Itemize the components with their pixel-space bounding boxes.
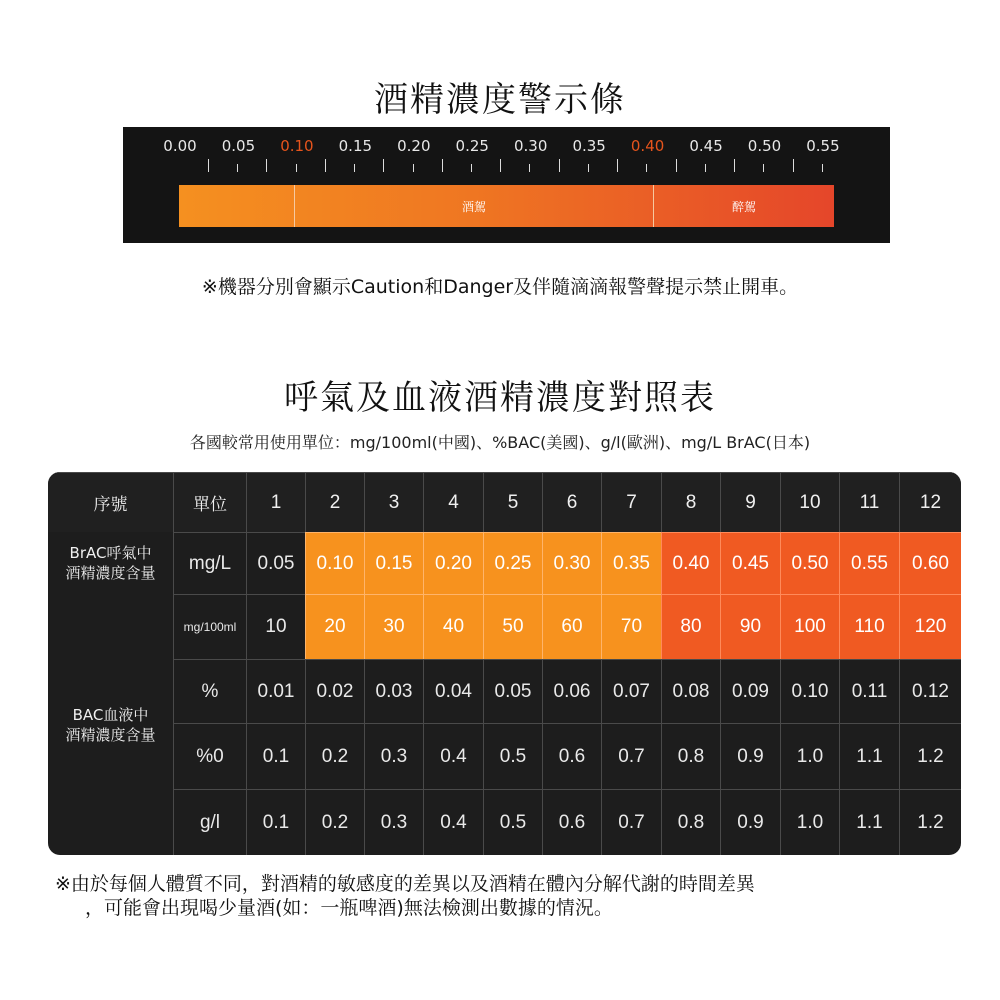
scale-label: 0.45 [689, 137, 723, 155]
table-cell: 0.10 [305, 532, 364, 594]
table-cell: 0.35 [601, 532, 661, 594]
row-unit: %0 [173, 723, 246, 789]
table-cell: 0.01 [246, 659, 305, 723]
table-cell: 0.4 [423, 723, 483, 789]
table-cell: 0.55 [839, 532, 899, 594]
table-cell: 0.25 [483, 532, 542, 594]
table-cell: 0.45 [720, 532, 780, 594]
table-cell: 0.08 [661, 659, 720, 723]
table-cell: 110 [839, 594, 899, 659]
header-index: 序號 [48, 472, 173, 532]
table-cell: 80 [661, 594, 720, 659]
table-cell: 60 [542, 594, 601, 659]
scale-tick [763, 164, 764, 172]
row-unit: % [173, 659, 246, 723]
scale-tick [822, 164, 823, 172]
header-number: 1 [246, 472, 305, 532]
scale-tick [471, 164, 472, 172]
scale-label: 0.15 [338, 137, 373, 155]
table-cell: 20 [305, 594, 364, 659]
scale-tick [354, 164, 355, 172]
row-unit: g/l [173, 789, 246, 855]
table-cell: 120 [899, 594, 961, 659]
brac-group-line2: 酒精濃度含量 [65, 564, 156, 582]
table-cell: 0.03 [364, 659, 423, 723]
warning-title: 酒精濃度警示條 [374, 80, 626, 120]
table-cell: 1.0 [780, 723, 839, 789]
header-unit: 單位 [173, 472, 246, 532]
table-cell: 0.9 [720, 723, 780, 789]
table-cell: 0.06 [542, 659, 601, 723]
table-cell: 0.10 [780, 659, 839, 723]
scale-tick [705, 164, 706, 172]
table-cell: 1.0 [780, 789, 839, 855]
row-unit: mg/100ml [173, 594, 246, 659]
table-cell: 0.2 [305, 723, 364, 789]
table-cell: 0.12 [899, 659, 961, 723]
table-cell: 0.7 [601, 789, 661, 855]
table-cell: 1.1 [839, 723, 899, 789]
header-number: 2 [305, 472, 364, 532]
bac-group-label [48, 594, 173, 855]
scale-tick [617, 159, 618, 172]
scale-tick [646, 164, 647, 172]
brac-group-label [48, 532, 173, 594]
table-cell: 0.15 [364, 532, 423, 594]
scale-tick [529, 164, 530, 172]
table-cell: 0.60 [899, 532, 961, 594]
zone-label-danger: 醉駕 [731, 200, 757, 214]
header-number: 6 [542, 472, 601, 532]
table-cell: 0.02 [305, 659, 364, 723]
scale-label: 0.25 [455, 137, 489, 155]
header-number: 5 [483, 472, 542, 532]
scale-tick [383, 159, 384, 172]
table-cell: 0.5 [483, 723, 542, 789]
table-cell: 0.4 [423, 789, 483, 855]
scale-label: 0.35 [572, 137, 606, 155]
scale-tick [413, 164, 414, 172]
scale-tick [237, 164, 238, 172]
conversion-table [48, 472, 961, 855]
header-number: 8 [661, 472, 720, 532]
table-cell: 50 [483, 594, 542, 659]
warning-note: ※機器分別會顯示Caution和Danger及伴隨滴滴報警聲提示禁止開車。 [201, 276, 799, 298]
scale-tick [325, 159, 326, 172]
scale-tick [208, 159, 209, 172]
table-cell: 70 [601, 594, 661, 659]
table-cell: 0.6 [542, 789, 601, 855]
scale-label: 0.50 [747, 137, 782, 155]
scale-label: 0.20 [397, 137, 431, 155]
scale-tick [793, 159, 794, 172]
scale-label: 0.40 [630, 137, 665, 155]
scale-tick [559, 159, 560, 172]
table-cell: 1.1 [839, 789, 899, 855]
table-cell: 1.2 [899, 789, 961, 855]
table-footnote [55, 872, 975, 920]
table-cell: 0.3 [364, 723, 423, 789]
table-subtitle: 各國較常用使用單位：mg/100ml(中國)、%BAC(美國)、g/l(歐洲)、mg/L BrAC(日本) [189, 433, 811, 452]
scale-tick [442, 159, 443, 172]
table-cell: 10 [246, 594, 305, 659]
table-cell: 0.7 [601, 723, 661, 789]
table-cell: 0.2 [305, 789, 364, 855]
scale-tick [676, 159, 677, 172]
zone-divider-danger [653, 185, 654, 227]
bac-group-line2: 酒精濃度含量 [65, 725, 156, 744]
table-cell: 0.40 [661, 532, 720, 594]
table-cell: 0.05 [483, 659, 542, 723]
table-cell: 0.1 [246, 723, 305, 789]
scale-tick [266, 159, 267, 172]
header-number: 3 [364, 472, 423, 532]
table-cell: 1.2 [899, 723, 961, 789]
table-cell: 0.9 [720, 789, 780, 855]
table-cell: 0.8 [661, 723, 720, 789]
table-cell: 90 [720, 594, 780, 659]
table-cell: 0.05 [246, 532, 305, 594]
table-cell: 30 [364, 594, 423, 659]
table-cell: 100 [780, 594, 839, 659]
table-cell: 0.20 [423, 532, 483, 594]
table-cell: 0.3 [364, 789, 423, 855]
table-cell: 40 [423, 594, 483, 659]
table-cell: 0.8 [661, 789, 720, 855]
table-cell: 0.09 [720, 659, 780, 723]
footnote-line1: ※由於每個人體質不同，對酒精的敏感度的差異以及酒精在體內分解代謝的時間差異 [55, 873, 755, 895]
header-number: 4 [423, 472, 483, 532]
table-cell: 0.1 [246, 789, 305, 855]
table-cell: 0.04 [423, 659, 483, 723]
header-number: 10 [780, 472, 839, 532]
scale-label: 0.30 [513, 137, 548, 155]
brac-group-line1: BrAC呼氣中 [69, 544, 152, 562]
header-number: 11 [839, 472, 899, 532]
table-cell: 0.07 [601, 659, 661, 723]
zone-label-caution: 酒駕 [461, 200, 487, 214]
header-number: 12 [899, 472, 961, 532]
table-cell: 0.30 [542, 532, 601, 594]
scale-tick [296, 164, 297, 172]
scale-label: 0.00 [163, 137, 197, 155]
table-cell: 0.6 [542, 723, 601, 789]
row-unit: mg/L [173, 532, 246, 594]
table-cell: 0.11 [839, 659, 899, 723]
scale-label: 0.05 [221, 137, 256, 155]
header-number: 7 [601, 472, 661, 532]
scale-label: 0.55 [806, 137, 840, 155]
header-number: 9 [720, 472, 780, 532]
scale-tick [588, 164, 589, 172]
zone-divider-caution [294, 185, 295, 227]
scale-tick [500, 159, 501, 172]
table-title: 呼氣及血液酒精濃度對照表 [284, 378, 716, 418]
scale-tick [734, 159, 735, 172]
footnote-line2: ，可能會出現喝少量酒(如：一瓶啤酒)無法檢測出數據的情況。 [85, 897, 613, 919]
table-cell: 0.5 [483, 789, 542, 855]
bac-group-line1: BAC血液中 [72, 705, 149, 724]
scale-label: 0.10 [280, 137, 314, 155]
table-cell: 0.50 [780, 532, 839, 594]
